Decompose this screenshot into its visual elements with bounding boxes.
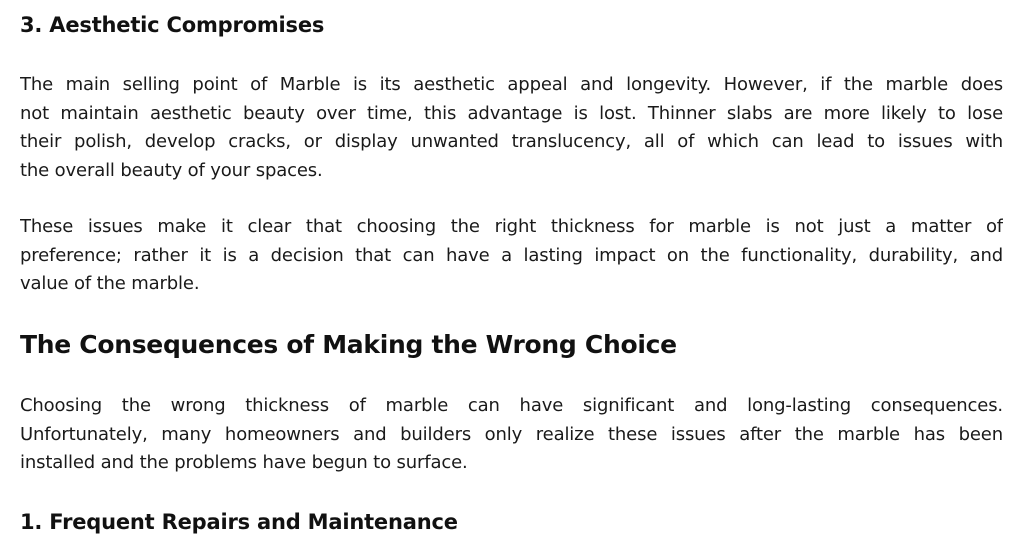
heading-consequences: The Consequences of Making the Wrong Choice (20, 330, 677, 359)
paragraph-aesthetic (20, 71, 1003, 185)
paragraph-line: their polish, develop cracks, or display unwanted translucency, all of which can lead to issues with (20, 131, 1003, 152)
paragraph-line: These issues make it clear that choosing the right thickness for marble is not just a matter of (20, 216, 1003, 237)
heading-frequent-repairs: 1. Frequent Repairs and Maintenance (20, 510, 458, 534)
paragraph-line: preference; rather it is a decision that can have a lasting impact on the functionality, durability, and (20, 244, 1003, 266)
paragraph-line: not maintain aesthetic beauty over time, this advantage is lost. Thinner slabs are more likely to lose (20, 102, 1003, 124)
paragraph-issues (20, 213, 1003, 299)
paragraph-line: the overall beauty of your spaces. (20, 159, 323, 181)
paragraph-line: Unfortunately, many homeowners and builders only realize these issues after the marble has been (20, 423, 1003, 445)
paragraph-consequences (20, 392, 1003, 478)
paragraph-line: Choosing the wrong thickness of marble can have significant and long-lasting consequences. (20, 395, 1003, 416)
paragraph-line: The main selling point of Marble is its aesthetic appeal and longevity. However, if the marble does (20, 74, 1003, 95)
heading-aesthetic-compromises: 3. Aesthetic Compromises (20, 13, 325, 37)
paragraph-line: value of the marble. (20, 273, 200, 294)
paragraph-line: installed and the problems have begun to surface. (20, 452, 468, 473)
